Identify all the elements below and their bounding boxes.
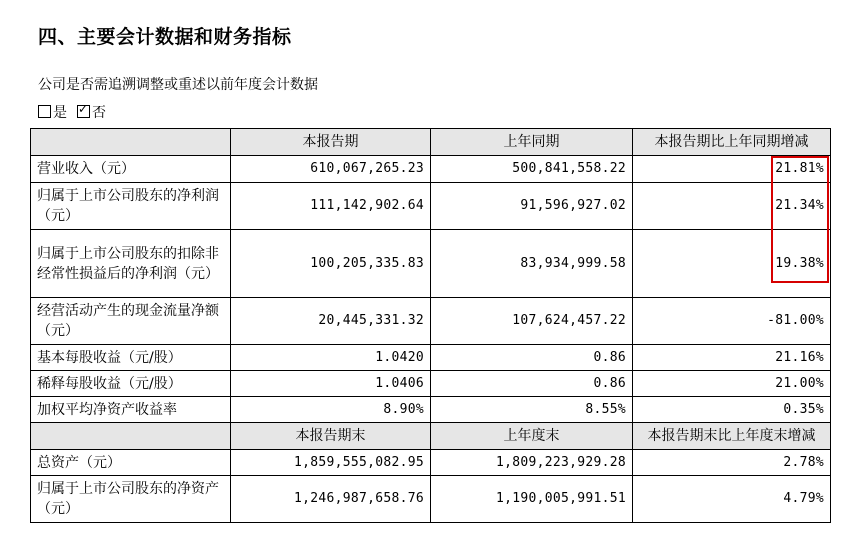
change-value: 21.81% [633,156,831,183]
row-label: 归属于上市公司股东的扣除非经常性损益后的净利润（元） [31,230,231,298]
change-value: 0.35% [633,397,831,423]
change-highlight-box [771,156,829,283]
prior-value: 91,596,927.02 [431,183,633,230]
current-value: 1.0420 [231,345,431,371]
prior-value: 1,809,223,929.28 [431,450,633,476]
current-value: 8.90% [231,397,431,423]
table-row [31,371,831,397]
current-value: 111,142,902.64 [231,183,431,230]
row-label: 基本每股收益（元/股） [31,345,231,371]
row-label: 加权平均净资产收益率 [31,397,231,423]
financial-indicators-table [30,128,831,523]
no-checkbox[interactable] [77,105,90,118]
table2-header-current: 本报告期末 [231,423,431,450]
table-row [31,397,831,423]
table-row [31,298,831,345]
table-row [31,450,831,476]
current-value: 1,859,555,082.95 [231,450,431,476]
row-label: 归属于上市公司股东的净资产（元） [31,476,231,523]
change-value: -81.00% [633,298,831,345]
restatement-answer [38,102,106,122]
prior-value: 0.86 [431,345,633,371]
row-label: 稀释每股收益（元/股） [31,371,231,397]
current-value: 1.0406 [231,371,431,397]
change-value: 21.00% [633,371,831,397]
prior-value: 107,624,457.22 [431,298,633,345]
current-value: 100,205,335.83 [231,230,431,298]
change-value: 19.38% [633,230,831,298]
restatement-question: 公司是否需追溯调整或重述以前年度会计数据 [38,77,318,93]
row-label: 归属于上市公司股东的净利润（元） [31,183,231,230]
current-value: 1,246,987,658.76 [231,476,431,523]
prior-value: 1,190,005,991.51 [431,476,633,523]
prior-value: 500,841,558.22 [431,156,633,183]
table1-header-change: 本报告期比上年同期增减 [633,129,831,156]
prior-value: 8.55% [431,397,633,423]
prior-value: 0.86 [431,371,633,397]
table2-header-prior: 上年度末 [431,423,633,450]
row-label: 总资产（元） [31,450,231,476]
change-value: 2.78% [633,450,831,476]
yes-label: 是 [53,105,67,121]
table-row [31,476,831,523]
table2-header-change: 本报告期末比上年度末增减 [633,423,831,450]
table-row [31,230,831,298]
table2-header-blank [31,423,231,450]
current-value: 610,067,265.23 [231,156,431,183]
table1-header-prior: 上年同期 [431,129,633,156]
change-value: 4.79% [633,476,831,523]
table2-header-row [31,423,831,450]
no-label: 否 [92,105,106,121]
change-value: 21.34% [633,183,831,230]
table-row [31,345,831,371]
yes-checkbox[interactable] [38,105,51,118]
section-title: 四、主要会计数据和财务指标 [38,26,292,48]
table1-header-current: 本报告期 [231,129,431,156]
table1-header-blank [31,129,231,156]
row-label: 营业收入（元） [31,156,231,183]
change-value: 21.16% [633,345,831,371]
current-value: 20,445,331.32 [231,298,431,345]
prior-value: 83,934,999.58 [431,230,633,298]
table1-header-row [31,129,831,156]
row-label: 经营活动产生的现金流量净额（元） [31,298,231,345]
table-row [31,156,831,183]
table-row [31,183,831,230]
